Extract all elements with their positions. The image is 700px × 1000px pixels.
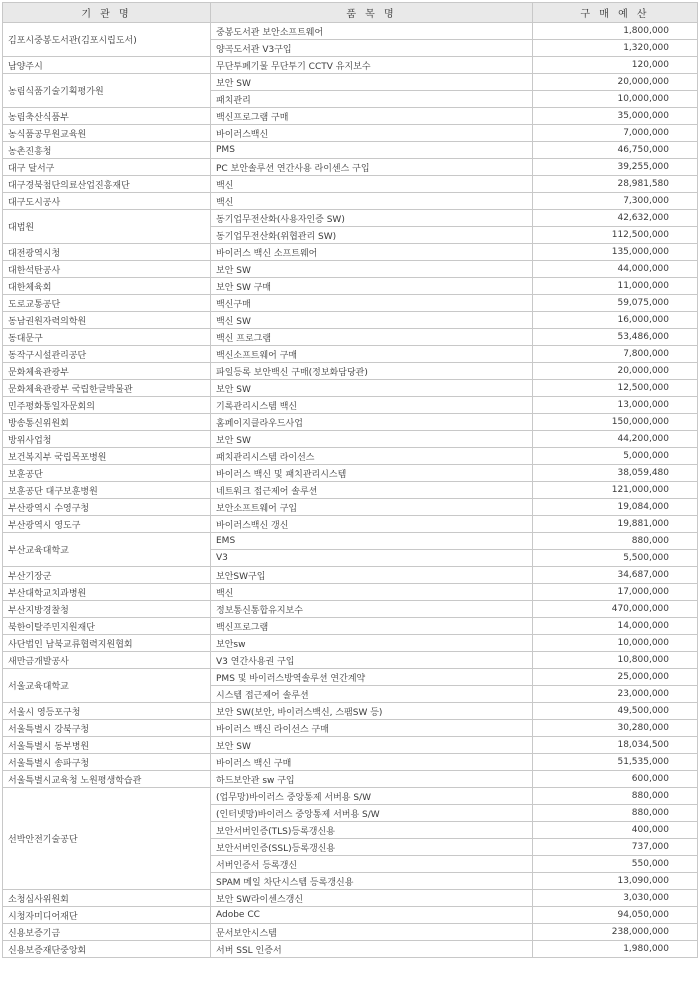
organization-cell: 선박안전기술공단 (3, 788, 211, 890)
table-row (3, 618, 698, 635)
budget-cell: 880,000 (533, 788, 698, 805)
organization-cell: 방위사업청 (3, 431, 211, 448)
organization-cell: 서울시 영등포구청 (3, 703, 211, 720)
organization-cell: 북한이탈주민지원재단 (3, 618, 211, 635)
item-cell: 보안SW구입 (211, 567, 533, 584)
organization-cell: 동대문구 (3, 329, 211, 346)
organization-cell: 농촌진흥청 (3, 142, 211, 159)
budget-cell: 7,800,000 (533, 346, 698, 363)
budget-cell: 112,500,000 (533, 227, 698, 244)
item-cell: 바이러스 백신 라이선스 구매 (211, 720, 533, 737)
item-cell: PC 보안솔루션 연간사용 라이센스 구입 (211, 159, 533, 176)
table-row (3, 890, 698, 907)
budget-cell: 35,000,000 (533, 108, 698, 125)
budget-cell: 600,000 (533, 771, 698, 788)
item-cell: 보안 SW (211, 737, 533, 754)
table-row (3, 448, 698, 465)
item-cell: 바이러스백신 갱신 (211, 516, 533, 533)
table-row (3, 57, 698, 74)
budget-cell: 49,500,000 (533, 703, 698, 720)
organization-cell: 서울교육대학교 (3, 669, 211, 703)
budget-cell: 880,000 (533, 533, 698, 550)
organization-cell: 문화체육관광부 (3, 363, 211, 380)
item-cell: 백신소프트웨어 구매 (211, 346, 533, 363)
table-row (3, 23, 698, 40)
table-row (3, 380, 698, 397)
item-cell: 무단투폐기물 무단투기 CCTV 유지보수 (211, 57, 533, 74)
budget-cell: 25,000,000 (533, 669, 698, 686)
organization-cell: 농림축산식품부 (3, 108, 211, 125)
table-row (3, 312, 698, 329)
organization-cell: 부산대학교치과병원 (3, 584, 211, 601)
budget-cell: 400,000 (533, 822, 698, 839)
table-row (3, 210, 698, 227)
table-row (3, 788, 698, 805)
table-row (3, 669, 698, 686)
table-row (3, 329, 698, 346)
table-body (3, 23, 698, 958)
organization-cell: 보훈공단 대구보훈병원 (3, 482, 211, 499)
budget-cell: 3,030,000 (533, 890, 698, 907)
table-row (3, 261, 698, 278)
table-row (3, 346, 698, 363)
item-cell: 보안서버인증(TLS)등록갱신용 (211, 822, 533, 839)
budget-cell: 10,800,000 (533, 652, 698, 669)
item-cell: 동기업무전산화(사용자인증 SW) (211, 210, 533, 227)
budget-cell: 59,075,000 (533, 295, 698, 312)
budget-cell: 39,255,000 (533, 159, 698, 176)
item-cell: 보안 SW 구매 (211, 278, 533, 295)
organization-cell: 보건복지부 국립목포병원 (3, 448, 211, 465)
item-cell: 패치관리 (211, 91, 533, 108)
budget-cell: 470,000,000 (533, 601, 698, 618)
organization-cell: 소청심사위원회 (3, 890, 211, 907)
table-row (3, 567, 698, 584)
budget-cell: 18,034,500 (533, 737, 698, 754)
organization-cell: 서울특별시 송파구청 (3, 754, 211, 771)
budget-cell: 38,059,480 (533, 465, 698, 482)
organization-cell: 방송통신위원회 (3, 414, 211, 431)
budget-cell: 51,535,000 (533, 754, 698, 771)
budget-cell: 20,000,000 (533, 74, 698, 91)
table-row (3, 516, 698, 533)
item-cell: 바이러스 백신 소프트웨어 (211, 244, 533, 261)
organization-cell: 대구 달서구 (3, 159, 211, 176)
table-row (3, 176, 698, 193)
item-cell: 바이러스백신 (211, 125, 533, 142)
budget-cell: 737,000 (533, 839, 698, 856)
budget-cell: 880,000 (533, 805, 698, 822)
item-cell: V3 연간사용권 구입 (211, 652, 533, 669)
table-row (3, 193, 698, 210)
item-cell: 네트워크 접근제어 솔루션 (211, 482, 533, 499)
organization-cell: 문화체육관광부 국립한글박물관 (3, 380, 211, 397)
item-cell: 백신 (211, 193, 533, 210)
item-cell: 보안 SW라이센스갱신 (211, 890, 533, 907)
organization-cell: 대한석탄공사 (3, 261, 211, 278)
item-cell: (업무망)바이러스 중앙통제 서버용 S/W (211, 788, 533, 805)
budget-cell: 14,000,000 (533, 618, 698, 635)
table-row (3, 125, 698, 142)
budget-cell: 44,000,000 (533, 261, 698, 278)
item-cell: 서버 SSL 인증서 (211, 941, 533, 958)
header-organization: 기 관 명 (3, 3, 211, 23)
table-row (3, 482, 698, 499)
budget-cell: 13,090,000 (533, 873, 698, 890)
item-cell: 보안소프트웨어 구입 (211, 499, 533, 516)
budget-cell: 1,980,000 (533, 941, 698, 958)
item-cell: 서버인증서 등록갱신 (211, 856, 533, 873)
table-row (3, 652, 698, 669)
organization-cell: 대전광역시청 (3, 244, 211, 261)
table-row (3, 907, 698, 924)
item-cell: 하드보안관 sw 구입 (211, 771, 533, 788)
item-cell: (인터넷망)바이러스 중앙통제 서버용 S/W (211, 805, 533, 822)
organization-cell: 김포시중봉도서관(김포시립도서) (3, 23, 211, 57)
budget-cell: 17,000,000 (533, 584, 698, 601)
table-row (3, 737, 698, 754)
item-cell: 기록관리시스템 백신 (211, 397, 533, 414)
item-cell: 중봉도서관 보안소프트웨어 (211, 23, 533, 40)
item-cell: 정보통신통합유지보수 (211, 601, 533, 618)
organization-cell: 대구도시공사 (3, 193, 211, 210)
organization-cell: 대법원 (3, 210, 211, 244)
table-row (3, 295, 698, 312)
budget-cell: 7,000,000 (533, 125, 698, 142)
item-cell: Adobe CC (211, 907, 533, 924)
organization-cell: 부산기장군 (3, 567, 211, 584)
organization-cell: 동남권원자력의학원 (3, 312, 211, 329)
table-row (3, 720, 698, 737)
table-row (3, 754, 698, 771)
budget-cell: 238,000,000 (533, 924, 698, 941)
table-row (3, 159, 698, 176)
organization-cell: 신용보증재단중앙회 (3, 941, 211, 958)
organization-cell: 신용보증기금 (3, 924, 211, 941)
budget-cell: 42,632,000 (533, 210, 698, 227)
budget-cell: 11,000,000 (533, 278, 698, 295)
budget-cell: 150,000,000 (533, 414, 698, 431)
budget-cell: 550,000 (533, 856, 698, 873)
organization-cell: 보훈공단 (3, 465, 211, 482)
item-cell: 보안 SW (211, 380, 533, 397)
item-cell: 백신프로그램 (211, 618, 533, 635)
item-cell: 보안 SW (211, 261, 533, 278)
item-cell: SPAM 메일 차단시스템 등록갱신용 (211, 873, 533, 890)
table-row (3, 363, 698, 380)
item-cell: V3 (211, 550, 533, 567)
budget-cell: 46,750,000 (533, 142, 698, 159)
budget-cell: 20,000,000 (533, 363, 698, 380)
organization-cell: 부산교육대학교 (3, 533, 211, 567)
item-cell: 백신 프로그램 (211, 329, 533, 346)
item-cell: 보안 SW (211, 74, 533, 91)
item-cell: 백신 (211, 176, 533, 193)
item-cell: PMS 및 바이러스방역솔루션 연간계약 (211, 669, 533, 686)
organization-cell: 시청자미디어재단 (3, 907, 211, 924)
table-row (3, 635, 698, 652)
table-row (3, 74, 698, 91)
budget-cell: 19,881,000 (533, 516, 698, 533)
budget-cell: 10,000,000 (533, 91, 698, 108)
organization-cell: 부산광역시 영도구 (3, 516, 211, 533)
budget-cell: 7,300,000 (533, 193, 698, 210)
table-row (3, 771, 698, 788)
item-cell: 바이러스 백신 및 패치관리시스템 (211, 465, 533, 482)
header-item: 품 목 명 (211, 3, 533, 23)
budget-cell: 28,981,580 (533, 176, 698, 193)
item-cell: 파일등록 보안백신 구매(정보화담당관) (211, 363, 533, 380)
table-row (3, 584, 698, 601)
budget-cell: 23,000,000 (533, 686, 698, 703)
table-row (3, 941, 698, 958)
table-row (3, 431, 698, 448)
organization-cell: 남양주시 (3, 57, 211, 74)
budget-cell: 44,200,000 (533, 431, 698, 448)
budget-cell: 34,687,000 (533, 567, 698, 584)
table-row (3, 499, 698, 516)
table-row (3, 465, 698, 482)
budget-cell: 1,800,000 (533, 23, 698, 40)
item-cell: 백신 SW (211, 312, 533, 329)
organization-cell: 부산지방경찰청 (3, 601, 211, 618)
item-cell: 문서보안시스템 (211, 924, 533, 941)
budget-cell: 135,000,000 (533, 244, 698, 261)
table-row (3, 397, 698, 414)
budget-cell: 16,000,000 (533, 312, 698, 329)
item-cell: 보안 SW (211, 431, 533, 448)
organization-cell: 농림식품기술기획평가원 (3, 74, 211, 108)
budget-cell: 5,000,000 (533, 448, 698, 465)
organization-cell: 서울특별시교육청 노원평생학습관 (3, 771, 211, 788)
organization-cell: 농식품공무원교육원 (3, 125, 211, 142)
item-cell: EMS (211, 533, 533, 550)
budget-cell: 121,000,000 (533, 482, 698, 499)
header-row (3, 3, 698, 23)
budget-cell: 53,486,000 (533, 329, 698, 346)
item-cell: 보안서버인증(SSL)등록갱신용 (211, 839, 533, 856)
organization-cell: 민주평화통일자문회의 (3, 397, 211, 414)
item-cell: PMS (211, 142, 533, 159)
header-budget: 구 매 예 산 (533, 3, 698, 23)
table-row (3, 703, 698, 720)
organization-cell: 서울특별시 동부병원 (3, 737, 211, 754)
table-row (3, 108, 698, 125)
item-cell: 보안 SW(보안, 바이러스백신, 스팸SW 등) (211, 703, 533, 720)
budget-cell: 12,500,000 (533, 380, 698, 397)
item-cell: 시스템 접근제어 솔루션 (211, 686, 533, 703)
organization-cell: 부산광역시 수영구청 (3, 499, 211, 516)
table-row (3, 244, 698, 261)
organization-cell: 사단법인 남북교류협력지원협회 (3, 635, 211, 652)
budget-cell: 19,084,000 (533, 499, 698, 516)
table-row (3, 924, 698, 941)
organization-cell: 서울특별시 강북구청 (3, 720, 211, 737)
procurement-table (2, 2, 698, 958)
item-cell: 패치관리시스템 라이선스 (211, 448, 533, 465)
table-header (3, 3, 698, 23)
budget-cell: 13,000,000 (533, 397, 698, 414)
budget-cell: 1,320,000 (533, 40, 698, 57)
table-row (3, 601, 698, 618)
item-cell: 백신프로그램 구매 (211, 108, 533, 125)
item-cell: 양곡도서관 V3구입 (211, 40, 533, 57)
item-cell: 백신구매 (211, 295, 533, 312)
budget-cell: 30,280,000 (533, 720, 698, 737)
item-cell: 홈페이지클라우드사업 (211, 414, 533, 431)
item-cell: 백신 (211, 584, 533, 601)
item-cell: 동기업무전산화(위협관리 SW) (211, 227, 533, 244)
organization-cell: 새만금개발공사 (3, 652, 211, 669)
budget-cell: 94,050,000 (533, 907, 698, 924)
table-row (3, 142, 698, 159)
table-row (3, 414, 698, 431)
item-cell: 보안sw (211, 635, 533, 652)
budget-cell: 5,500,000 (533, 550, 698, 567)
organization-cell: 대한체육회 (3, 278, 211, 295)
organization-cell: 동작구시설관리공단 (3, 346, 211, 363)
table-row (3, 278, 698, 295)
procurement-table-container (2, 2, 697, 958)
organization-cell: 도로교통공단 (3, 295, 211, 312)
item-cell: 바이러스 백신 구매 (211, 754, 533, 771)
budget-cell: 120,000 (533, 57, 698, 74)
organization-cell: 대구경북첨단의료산업진흥재단 (3, 176, 211, 193)
budget-cell: 10,000,000 (533, 635, 698, 652)
table-row (3, 533, 698, 550)
